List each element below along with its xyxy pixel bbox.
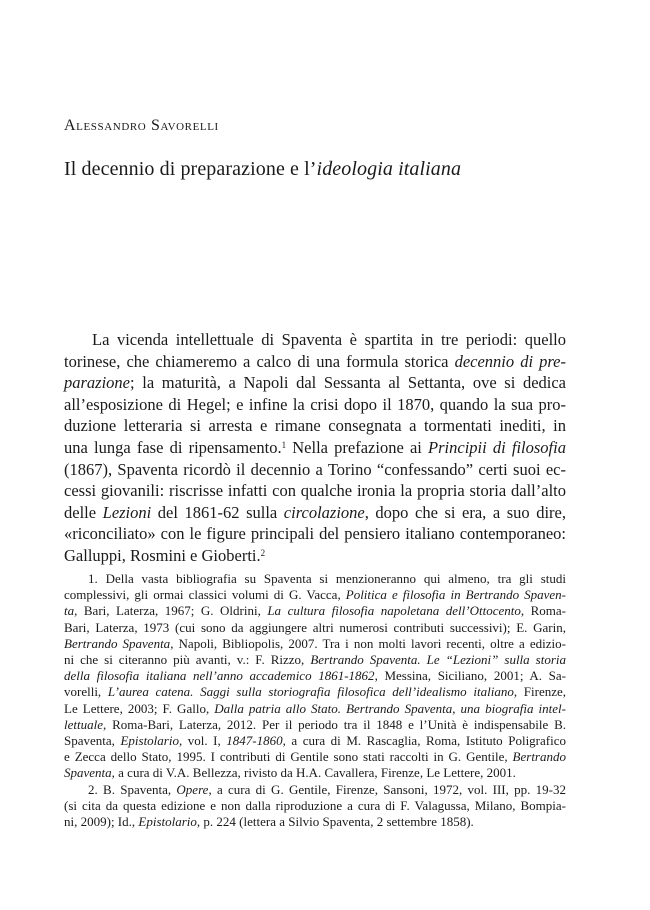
title-plain: Il decennio di preparazione e l’ <box>64 158 317 180</box>
title-italic: ideologia italiana <box>316 158 462 180</box>
body-line: La vicenda intellettuale di Spaventa è spartita in tre periodi: quello <box>92 330 566 349</box>
body-line: «riconciliato» con le figure principali del pensiero italiano contemporaneo: <box>64 524 566 544</box>
body-line: delle Lezioni del 1861-62 sulla circolazione, dopo che si era, a suo dire, <box>64 502 566 522</box>
footnote-line: ni che si citeranno più avanti, v.: F. Rizzo, Bertrando Spaventa. Le “Lezioni” sulla storia <box>64 652 567 668</box>
footnote-line: (si cita da questa edizione e non dalla riproduzione a cura di F. Valagussa, Milano, Bompia- <box>64 797 566 813</box>
footnote-line: Le Lettere, 2003; F. Gallo, Dalla patria allo Stato. Bertrando Spaventa, una biografia intel- <box>64 700 566 716</box>
footnote-ref-2[interactable]: 2 <box>260 547 266 558</box>
footnote-line: Spaventa, Epistolario, vol. I, 1847-1860, a cura di M. Rascaglia, Roma, Istituto Poligrafico <box>64 733 566 749</box>
body-line: torinese, che chiameremo a calco di una formula storica decennio di pre- <box>64 351 566 371</box>
footnote-line: Bertrando Spaventa, Napoli, Bibliopolis, 2007. Tra i non molti lavori recenti, oltre a edizio- <box>64 635 566 651</box>
body-line: Galluppi, Rosmini e Gioberti.$^2$ <box>64 545 266 565</box>
footnote-line: 1. Della vasta bibliografia su Spaventa si menzioneranno qui almeno, tra gli studi <box>88 571 566 586</box>
footnote-line: ta, Bari, Laterza, 1967; G. Oldrini, La cultura filosofia napoletana dell’Ottocento, Roma- <box>64 603 566 619</box>
footnote-line: lettuale, Roma-Bari, Laterza, 2012. Per il periodo tra il 1848 e l’Unità è indispensabile B. <box>64 716 566 732</box>
footnote-line: e Zecca dello Stato, 1995. I contributi di Gentile sono stati raccolti in G. Gentile, Bertrando <box>64 749 566 765</box>
footnotes <box>64 571 566 830</box>
body-line: cessi giovanili: riscrisse infatti con qualche ironia la propria storia dall’alto <box>64 481 566 501</box>
footnote-line: Spaventa, a cura di V.A. Bellezza, rivisto da H.A. Cavallera, Firenze, Le Lettere, 2001. <box>64 765 516 781</box>
body-line: una lunga fase di ripensamento.$^1$ Nella prefazione ai Principii di filosofia <box>64 437 566 457</box>
footnote-ref-1[interactable]: 1 <box>281 439 287 450</box>
footnote-line: complessivi, gli ormai classici volumi di G. Vacca, Politica e filosofia in Bertrando Spaven- <box>64 587 567 603</box>
body-line: parazione; la maturità, a Napoli dal Sessanta al Settanta, ove si dedica <box>64 373 566 393</box>
body-line: (1867), Spaventa ricordò il decennio a Torino “confessando” certi suoi ec- <box>64 459 566 479</box>
footnote-line: 2. B. Spaventa, Opere, a cura di G. Gentile, Firenze, Sansoni, 1972, vol. III, pp. 19-32 <box>88 781 567 797</box>
footnote-line: della filosofia italiana nell’anno accademico 1861-1862, Messina, Siciliano, 2001; A. Sa- <box>64 668 566 684</box>
footnote-line: Bari, Laterza, 1973 (cui sono da aggiungere altri numerosi contributi successivi); E. Garin, <box>64 619 566 635</box>
footnote-line: ni, 2009); Id., Epistolario, p. 224 (lettera a Silvio Spaventa, 2 settembre 1858). <box>64 814 474 830</box>
author-name: Alessandro Savorelli <box>64 117 219 134</box>
body-line: duzione letteraria si arresta e rimane consegnata a tormentati inediti, in <box>64 416 566 436</box>
body-paragraph <box>64 329 566 567</box>
chapter-title <box>64 158 461 181</box>
footnote-line: vorelli, L’aurea catena. Saggi sulla storiografia filosofica dell’idealismo italiano, Firenze, <box>64 684 567 700</box>
body-line: all’esposizione di Hegel; e infine la crisi dopo il 1870, quando la sua pro- <box>64 394 566 414</box>
